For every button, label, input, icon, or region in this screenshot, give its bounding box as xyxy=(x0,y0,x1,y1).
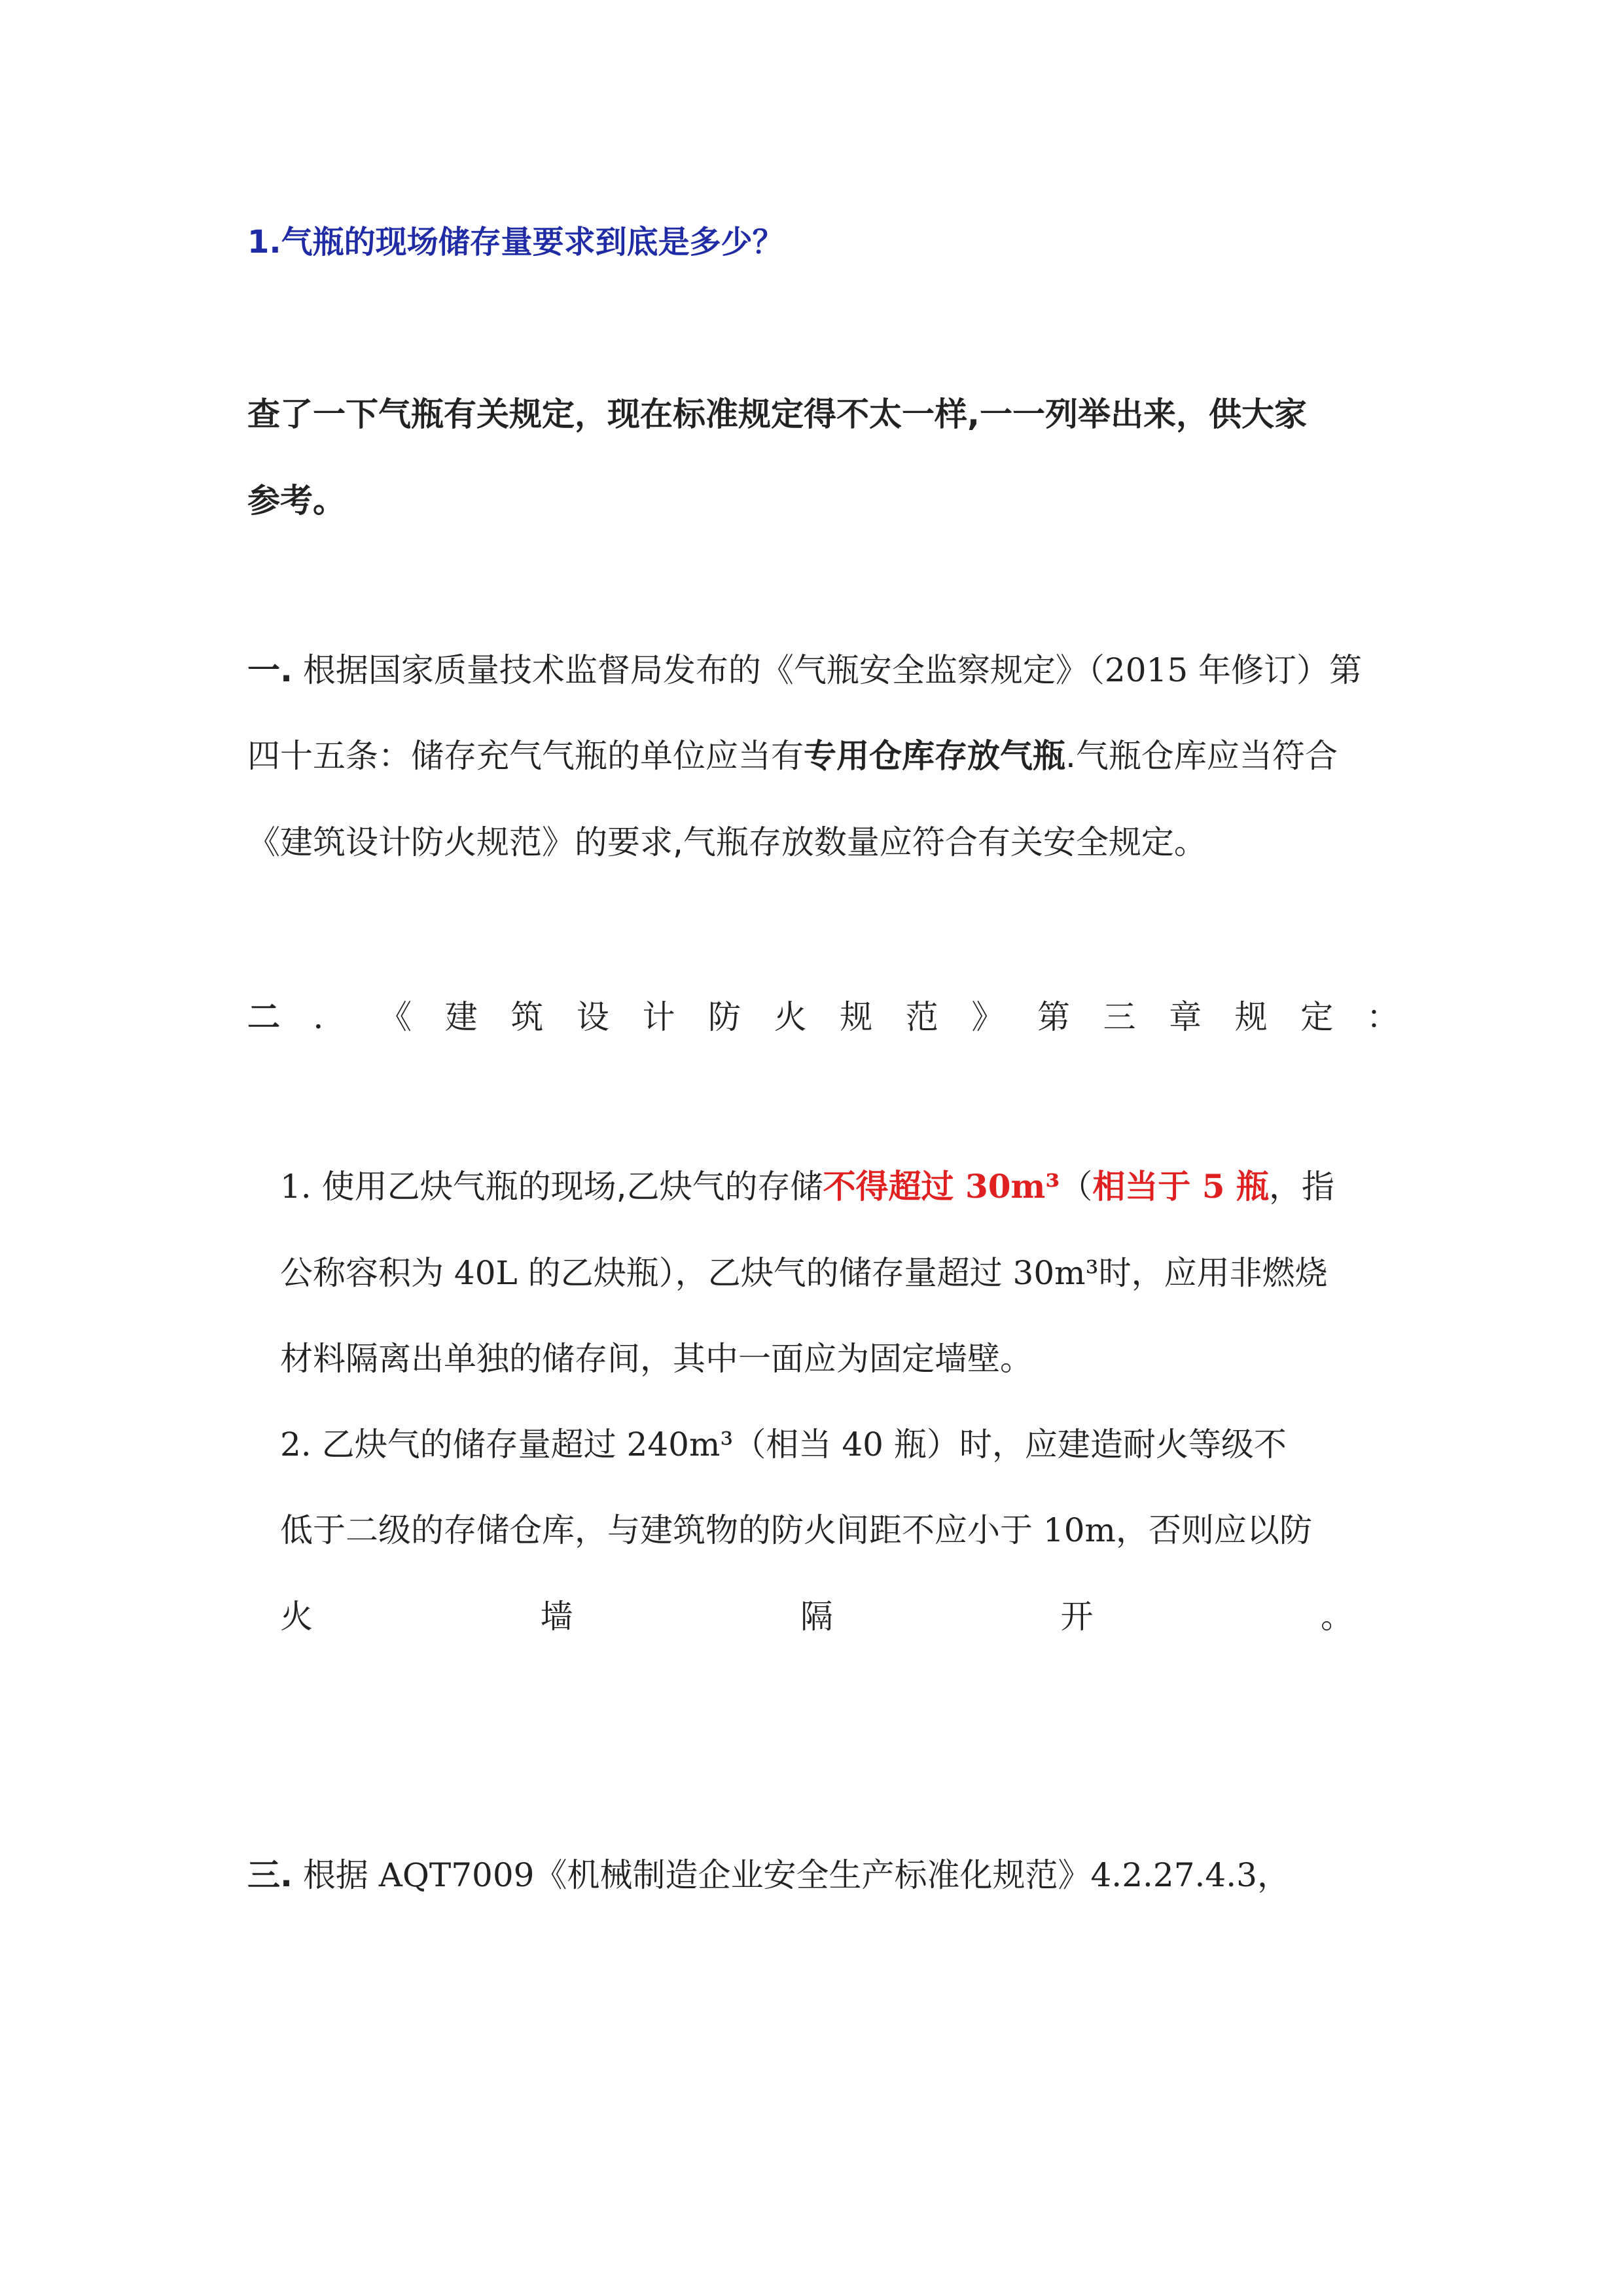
item1-number: 40L xyxy=(454,1254,518,1292)
item1-red-number: 30m³ xyxy=(965,1167,1060,1206)
item2-char: 火 xyxy=(280,1598,313,1636)
section2-char: ： xyxy=(1366,998,1399,1036)
section3-clause: 4.2.27.4.3 xyxy=(1090,1856,1257,1894)
item1-red-text: 瓶 xyxy=(1224,1168,1269,1206)
item1-line-1 xyxy=(280,1164,1353,1210)
section1-text: 年修订）第 xyxy=(1188,651,1363,689)
section2-char: 设 xyxy=(576,998,609,1036)
item2-line-3 xyxy=(280,1594,1353,1640)
item2-number: 40 xyxy=(842,1426,883,1463)
section1-marker: 一. xyxy=(247,651,293,689)
section2-char: 章 xyxy=(1169,998,1202,1036)
section2-char: 计 xyxy=(642,998,675,1036)
item1-red-text: 相当于 xyxy=(1092,1168,1202,1206)
item1-text: （ xyxy=(1060,1168,1093,1206)
section2-char: 火 xyxy=(774,998,807,1036)
section3-text: ， xyxy=(1257,1856,1290,1894)
section2-char: 防 xyxy=(708,998,741,1036)
section2-char: 》 xyxy=(971,998,1005,1036)
item1-text: 的乙炔瓶），乙炔气的储存量超过 xyxy=(517,1254,1013,1292)
item2-char: 开 xyxy=(1060,1598,1094,1636)
item1-text: 使用乙炔气瓶的现场,乙炔气的存储 xyxy=(311,1168,823,1206)
section1-line-1 xyxy=(247,647,1399,693)
section2-char: 第 xyxy=(1037,998,1070,1036)
intro-line-2: 参考。 xyxy=(247,482,346,520)
item1-text: 时，应用非燃烧 xyxy=(1098,1254,1328,1292)
section3-text: 根据 xyxy=(293,1856,379,1894)
section2-char: 三 xyxy=(1103,998,1136,1036)
section1-text: 根据国家质量技术监督局发布的《气瓶安全监察规定》（ xyxy=(293,651,1105,689)
item2-text: ，否则应以防 xyxy=(1115,1511,1312,1549)
section1-emphasis: 专用仓库存放气瓶 xyxy=(804,737,1065,775)
section3-text: 《机械制造企业安全生产标准化规范》 xyxy=(534,1856,1091,1894)
section2-char: ． xyxy=(313,998,346,1036)
item2-line-2 xyxy=(280,1507,1353,1553)
item1-text: ，指 xyxy=(1268,1168,1334,1206)
item2-text: 瓶）时，应建造耐火等级不 xyxy=(883,1426,1287,1463)
item2-text: 乙炔气的储存量超过 xyxy=(311,1426,627,1463)
item2-char: 隔 xyxy=(800,1598,833,1636)
section2-char: 建 xyxy=(444,998,478,1036)
section3-code: AQT7009 xyxy=(378,1856,535,1894)
page-heading: 1.气瓶的现场储存量要求到底是多少？ xyxy=(247,224,784,260)
section3-line xyxy=(247,1852,1399,1898)
item1-red-text: 不得超过 xyxy=(823,1168,965,1206)
section2-char: 《 xyxy=(379,998,412,1036)
item2-text: （相当 xyxy=(733,1426,842,1463)
item1-number: 1. xyxy=(280,1168,312,1206)
section3-marker: 三. xyxy=(247,1856,293,1894)
item2-text: 低于二级的存储仓库，与建筑物的防火间距不应小于 xyxy=(280,1511,1043,1549)
item2-number: 2. xyxy=(280,1426,312,1463)
section2-char: 规 xyxy=(840,998,873,1036)
section2-char: 定 xyxy=(1300,998,1334,1036)
item2-number: 240m³ xyxy=(626,1426,734,1463)
item2-number: 10m xyxy=(1043,1511,1116,1549)
section2-heading xyxy=(247,994,1399,1040)
item2-line-1 xyxy=(280,1422,1353,1467)
item2-char: 墙 xyxy=(540,1598,573,1636)
section1-year: 2015 xyxy=(1104,651,1188,689)
item1-line-3: 材料隔离出单独的储存间，其中一面应为固定墙壁。 xyxy=(280,1340,1033,1378)
item1-number: 30m³ xyxy=(1012,1254,1099,1292)
item2-char: 。 xyxy=(1321,1598,1353,1636)
section2-char: 筑 xyxy=(510,998,544,1036)
section1-text: .气瓶仓库应当符合 xyxy=(1065,737,1338,775)
section1-text: 四十五条：储存充气气瓶的单位应当有 xyxy=(247,737,804,775)
section2-char: 范 xyxy=(905,998,938,1036)
section2-char: 二 xyxy=(247,998,280,1036)
item1-text: 公称容积为 xyxy=(280,1254,454,1292)
item1-line-2 xyxy=(280,1250,1353,1296)
section1-line-3: 《建筑设计防火规范》的要求,气瓶存放数量应符合有关安全规定。 xyxy=(247,823,1207,861)
intro-line-1: 查了一下气瓶有关规定，现在标准规定得不太一样,一一列举出来，供大家 xyxy=(247,395,1307,433)
section1-line-2 xyxy=(247,733,1399,779)
item1-red-number: 5 xyxy=(1202,1167,1225,1206)
section2-char: 规 xyxy=(1234,998,1268,1036)
